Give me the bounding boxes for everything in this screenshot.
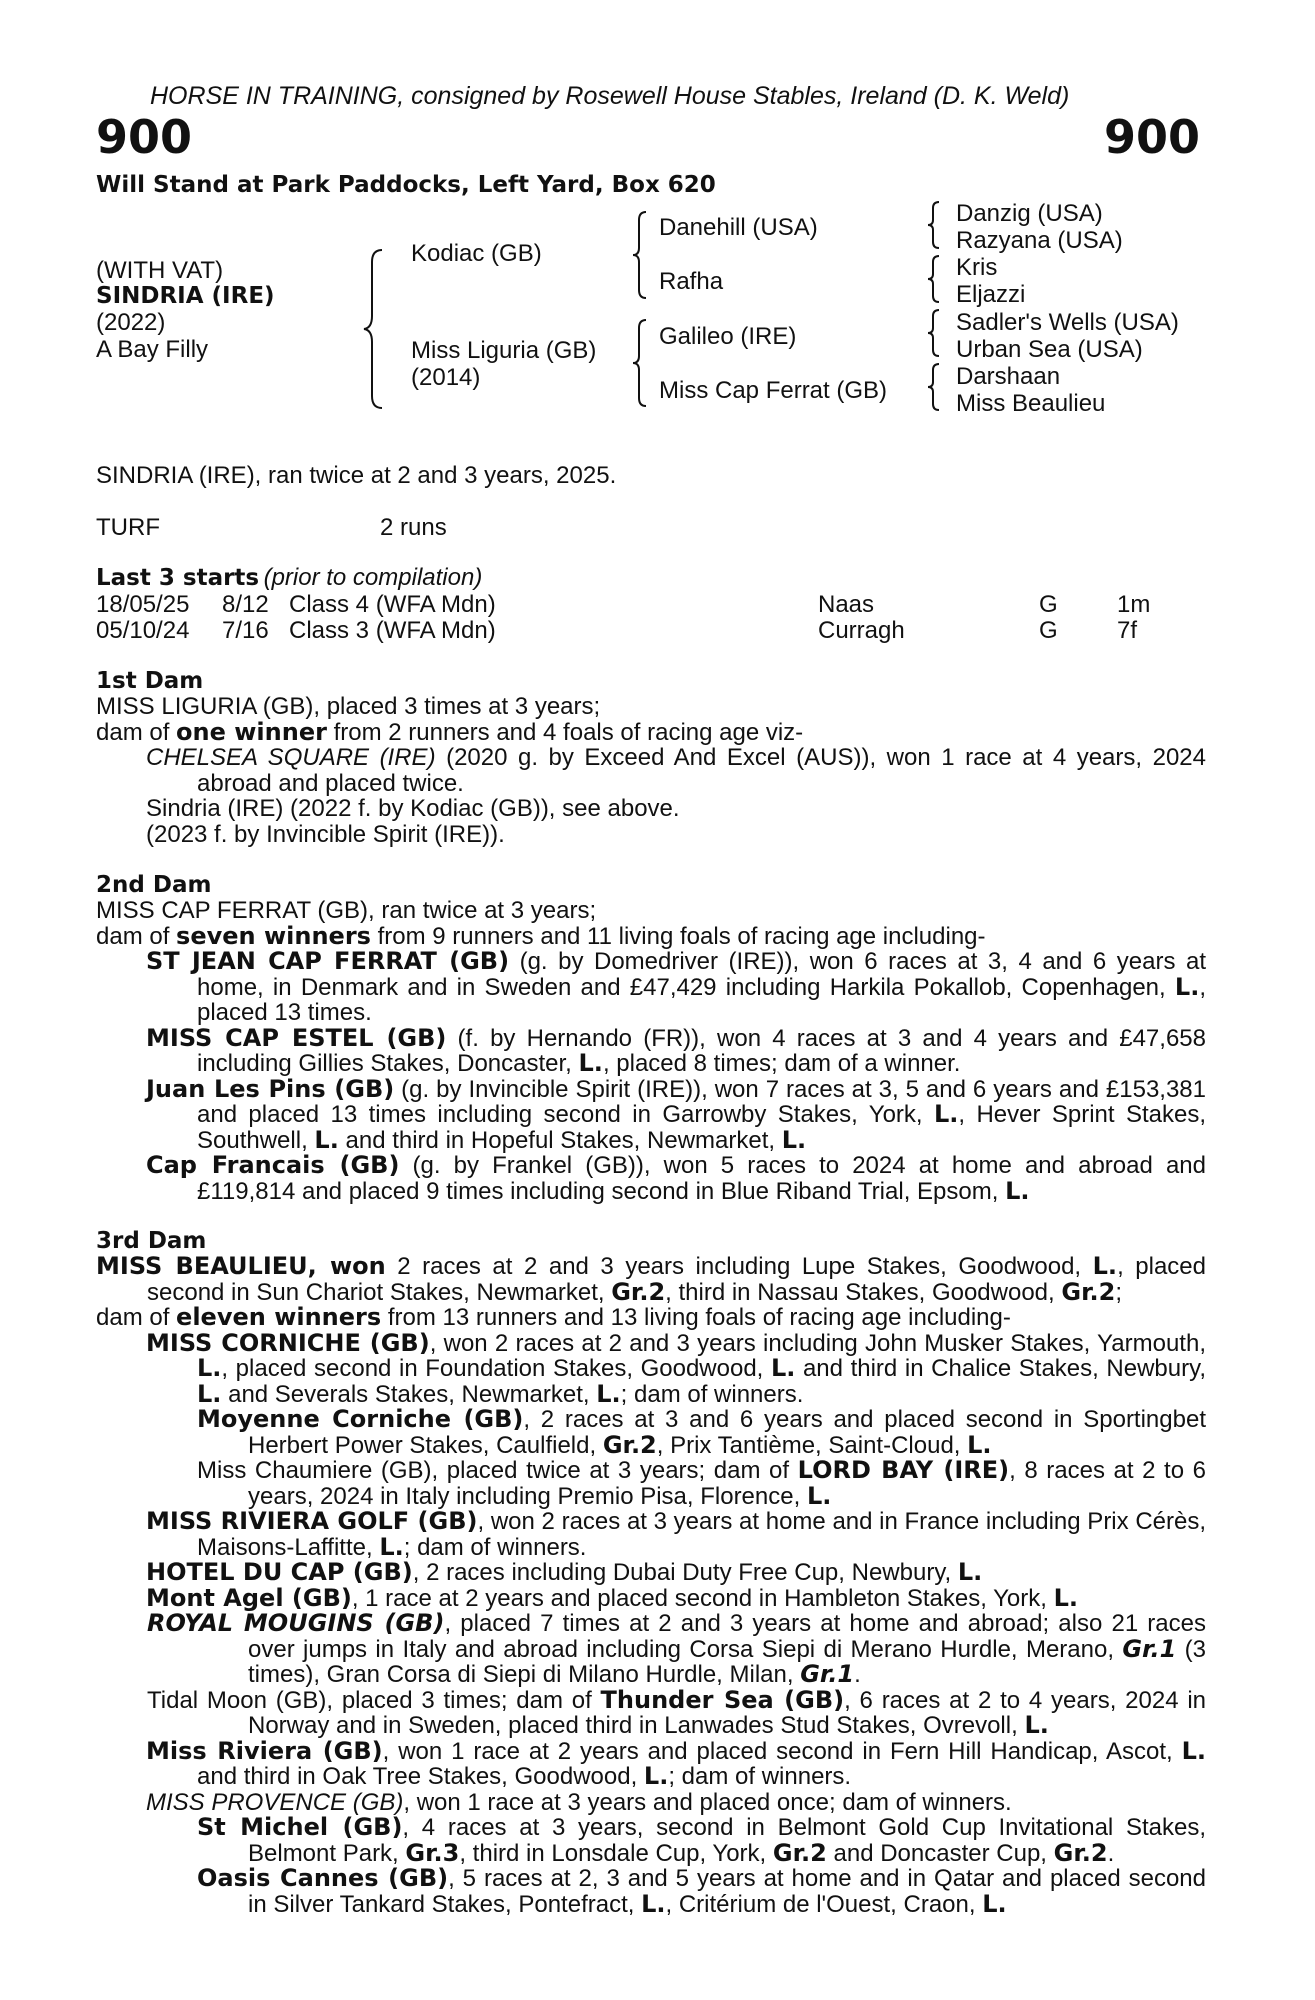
brace-g3: [925, 308, 943, 358]
second-dam-produce: Juan Les Pins (GB) (g. by Invincible Spirit (IRE)), won 7 races at 3, 5 and 6 years and £153,381 and placed 13 times including second in Garrowby Stakes, York, L., Hever Sprint Stakes, Southwell, L. and third in Hopeful Stakes, Newmarket, L.: [146, 1074, 1206, 1154]
start-course: Naas: [818, 591, 875, 618]
second-dam-body: [96, 898, 1206, 1204]
ancestor-8: Miss Beaulieu: [956, 390, 1106, 417]
third-dam-produce: MISS RIVIERA GOLF (GB), won 2 races at 3 years at home and in France including Prix Cérès, Maisons-Laffitte, L.; dam of winners.: [146, 1507, 1207, 1561]
second-dam-produce: ST JEAN CAP FERRAT (GB) (g. by Domedriver (IRE)), won 6 races at 3, 4 and 6 years at home, in Denmark and in Sweden and £47,429 including Harkila Pokallob, Copenhagen, L., placed 13 times.: [146, 947, 1206, 1026]
start-date: 05/10/24: [96, 617, 190, 644]
third-dam-grandproduce: St Michel (GB), 4 races at 3 years, second in Belmont Gold Cup Invitational Stakes, Belmont Park, Gr.3, third in Lonsdale Cup, York, Gr.2 and Doncaster Cup, Gr.2.: [197, 1813, 1206, 1867]
pedigree-brace-main: [360, 248, 390, 410]
lot-number-right: 900: [1103, 110, 1200, 164]
last-starts-note: (prior to compilation): [263, 564, 483, 591]
second-dam-produce: MISS CAP ESTEL (GB) (f. by Hernando (FR)), won 4 races at 3 and 4 years and £47,658 including Gillies Stakes, Doncaster, L., placed 8 times; dam of a winner.: [146, 1023, 1206, 1077]
surface-runs: 2 runs: [380, 514, 447, 541]
first-dam-heading: 1st Dam: [96, 668, 204, 694]
second-dam-produce: Cap Francais (GB) (g. by Frankel (GB)), won 5 races to 2024 at home and abroad and £119,814 and placed 9 times including second in Blue Riband Trial, Epsom, L.: [146, 1151, 1206, 1205]
first-dam-line: MISS LIGURIA (GB), placed 3 times at 3 years;: [96, 693, 601, 720]
brace-sire-parents: [630, 210, 650, 300]
last-starts-heading: [96, 565, 482, 591]
surface-label: TURF: [96, 514, 160, 541]
first-dam-foal: (2023 f. by Invincible Spirit (IRE)).: [146, 820, 505, 848]
brace-g1: [925, 200, 943, 250]
ancestor-2: Razyana (USA): [956, 227, 1123, 254]
second-dam-line: MISS CAP FERRAT (GB), ran twice at 3 years;: [96, 897, 597, 924]
start-course: Curragh: [818, 617, 905, 644]
third-dam-grandproduce: HOTEL DU CAP (GB), 2 races including Dubai Duty Free Cup, Newbury, L.: [146, 1558, 983, 1586]
third-dam-grandproduce: Mont Agel (GB), 1 race at 2 years and placed second in Hambleton Stakes, York, L.: [146, 1583, 1079, 1612]
third-dam-produce: MISS PROVENCE (GB), won 1 race at 3 years and placed once; dam of winners.: [146, 1788, 1012, 1816]
race-summary: SINDRIA (IRE), ran twice at 2 and 3 years, 2025.: [96, 462, 617, 489]
horse-description: A Bay Filly: [96, 336, 209, 363]
ancestor-6: Urban Sea (USA): [956, 336, 1143, 363]
lot-number-left: 900: [96, 110, 193, 164]
start-distance: 1m: [1117, 591, 1151, 618]
horse-year: (2022): [96, 309, 166, 336]
start-going: G: [1039, 591, 1058, 618]
dam-dam: Miss Cap Ferrat (GB): [659, 377, 888, 404]
third-dam-line: MISS BEAULIEU, won 2 races at 2 and 3 years including Lupe Stakes, Goodwood, L., placed second in Sun Chariot Stakes, Newmarket, Gr.2, third in Nassau Stakes, Goodwood, Gr.2;: [96, 1252, 1206, 1306]
brace-g4: [925, 362, 943, 412]
sire: Kodiac (GB): [411, 240, 542, 267]
first-dam-produce-line: dam of one winner from 2 runners and 4 foals of racing age viz-: [96, 717, 804, 746]
vat-note: (WITH VAT): [96, 257, 224, 284]
first-dam-foal: CHELSEA SQUARE (IRE) (2020 g. by Exceed And Excel (AUS)), won 1 race at 4 years, 2024 abroad and placed twice.: [146, 744, 1206, 797]
second-dam-heading: 2nd Dam: [96, 872, 212, 898]
ancestor-7: Darshaan: [956, 363, 1061, 390]
ancestor-3: Kris: [956, 254, 998, 281]
start-going: G: [1039, 617, 1058, 644]
third-dam-body: [96, 1254, 1206, 1917]
start-race: Class 3 (WFA Mdn): [289, 617, 496, 644]
third-dam-grandproduce: Tidal Moon (GB), placed 3 times; dam of Thunder Sea (GB), 6 races at 2 to 4 years, 2024 in Norway and in Sweden, placed third in Lanwades Stud Stakes, Ovrevoll, L.: [147, 1685, 1207, 1739]
third-dam-produce: MISS CORNICHE (GB), won 2 races at 2 and 3 years including John Musker Stakes, Yarmouth, L., placed second in Foundation Stakes, Goodwood, L. and third in Chalice Stakes, Newbury, L. and Severals Stakes, Newmarket, L.; dam of winners.: [146, 1328, 1206, 1408]
stand-location: Will Stand at Park Paddocks, Left Yard, Box 620: [96, 172, 716, 198]
dam-sire: Galileo (IRE): [659, 323, 797, 350]
first-dam-body: [96, 694, 1206, 847]
sire-sire: Danehill (USA): [659, 214, 818, 241]
first-dam-foal: Sindria (IRE) (2022 f. by Kodiac (GB)), see above.: [146, 795, 680, 822]
brace-g2: [925, 254, 943, 304]
third-dam-grandproduce: ROYAL MOUGINS (GB), placed 7 times at 2 and 3 years at home and abroad; also 21 races over jumps in Italy and abroad including Corsa Siepi di Merano Hurdle, Merano, Gr.1 (3 times), Gran Corsa di Siepi di Milano Hurdle, Milan, Gr.1.: [147, 1609, 1206, 1688]
start-position: 7/16: [222, 617, 269, 644]
start-distance: 7f: [1117, 617, 1138, 644]
third-dam-produce: Miss Riviera (GB), won 1 race at 2 years and placed second in Fern Hill Handicap, Ascot, L. and third in Oak Tree Stakes, Goodwood, L.; dam of winners.: [146, 1736, 1206, 1790]
start-race: Class 4 (WFA Mdn): [289, 591, 496, 618]
third-dam-heading: 3rd Dam: [96, 1228, 207, 1254]
third-dam-grandproduce: Oasis Cannes (GB), 5 races at 2, 3 and 5 years at home and in Qatar and placed second in Silver Tankard Stakes, Pontefract, L., Critérium de l'Ouest, Craon, L.: [197, 1864, 1206, 1918]
ancestor-5: Sadler's Wells (USA): [956, 309, 1179, 336]
third-dam-grandproduce: Moyenne Corniche (GB), 2 races at 3 and 6 years and placed second in Sportingbet Herbert Power Stakes, Caulfield, Gr.2, Prix Tantième, Saint-Cloud, L.: [197, 1405, 1206, 1459]
last-starts-title: Last 3 starts: [96, 565, 260, 591]
third-dam-grandproduce: Miss Chaumiere (GB), placed twice at 3 years; dam of LORD BAY (IRE), 8 races at 2 to 6 years, 2024 in Italy including Premio Pisa, Florence, L.: [197, 1456, 1207, 1510]
second-dam-produce-line: dam of seven winners from 9 runners and 11 living foals of racing age including-: [96, 921, 986, 950]
dam: Miss Liguria (GB): [411, 337, 597, 364]
sire-dam: Rafha: [659, 268, 724, 295]
dam-year: (2014): [411, 364, 481, 391]
start-position: 8/12: [222, 591, 269, 618]
start-date: 18/05/25: [96, 591, 190, 618]
horse-name: SINDRIA (IRE): [96, 283, 275, 309]
third-dam-produce-line: dam of eleven winners from 13 runners and 13 living foals of racing age including-: [96, 1303, 1011, 1331]
brace-dam-parents: [630, 318, 650, 408]
ancestor-1: Danzig (USA): [956, 200, 1103, 227]
consignor-line: HORSE IN TRAINING, consigned by Rosewell House Stables, Ireland (D. K. Weld): [150, 82, 1070, 110]
ancestor-4: Eljazzi: [956, 281, 1026, 308]
